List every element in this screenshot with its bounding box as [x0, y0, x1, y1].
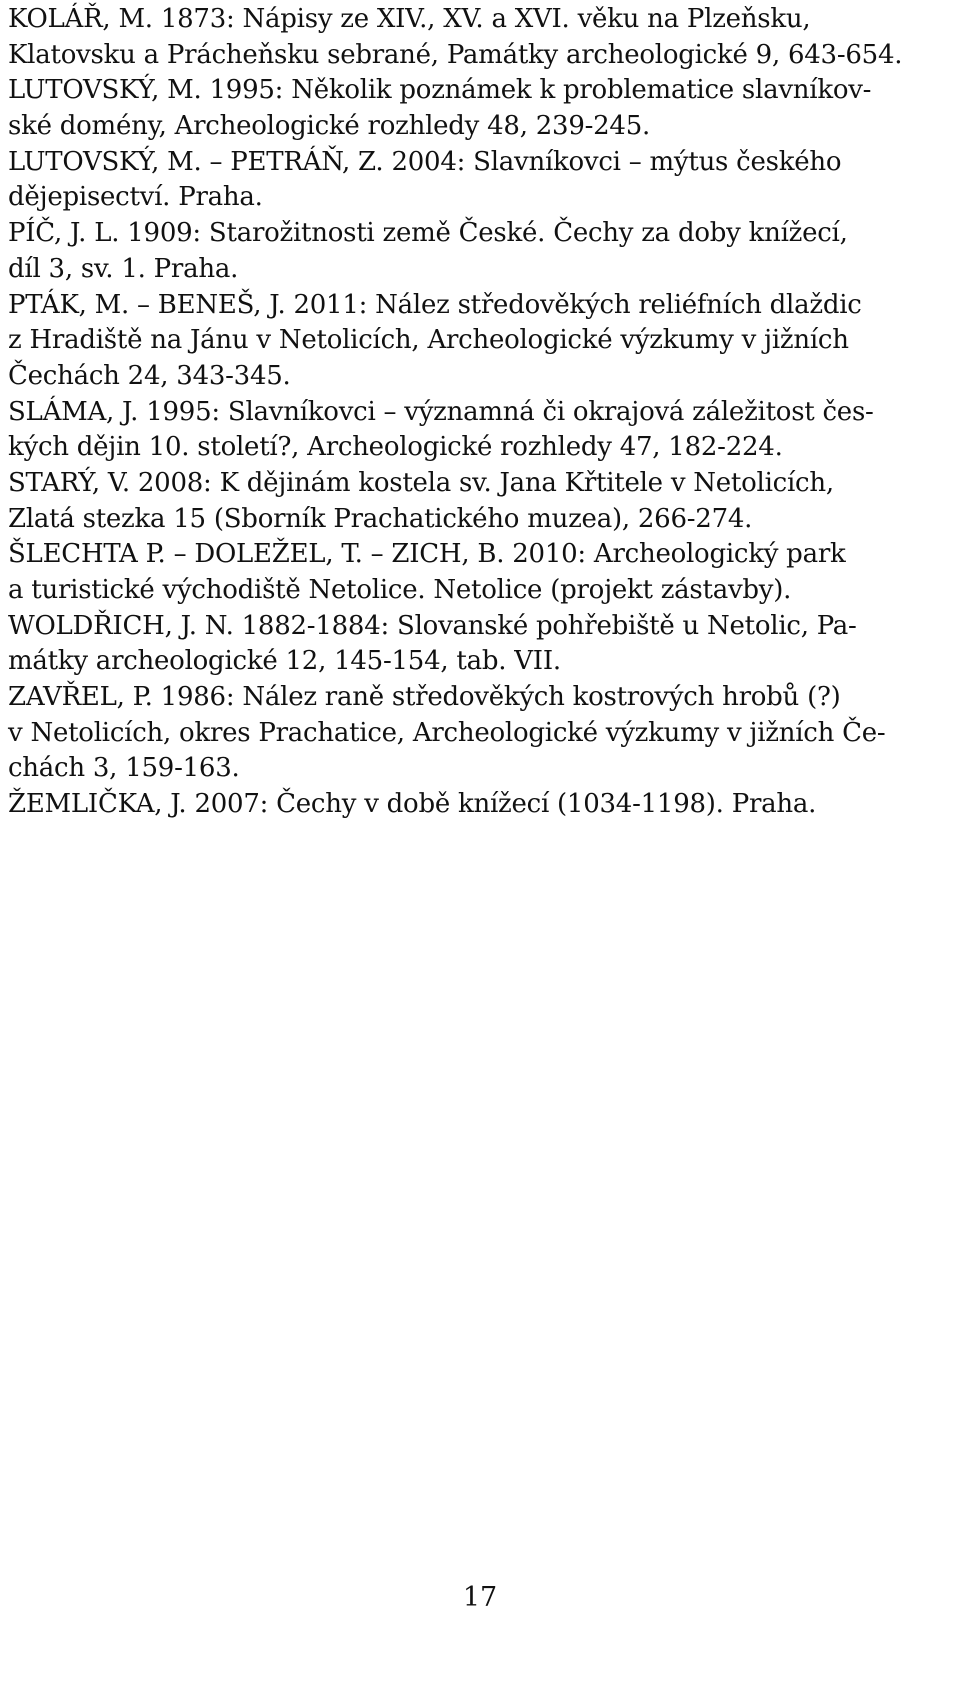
reference-list: [8, 2, 952, 823]
reference-entry-lutovsky-1995: [8, 73, 952, 144]
reference-line: PÍČ, J. L. 1909: Starožitnosti země České. Čechy za doby knížecí,: [8, 218, 848, 249]
reference-line: kých dějin 10. století?, Archeologické rozhledy 47, 182-224.: [8, 432, 783, 463]
reference-line: KOLÁŘ, M. 1873: Nápisy ze XIV., XV. a XVI. věku na Plzeňsku,: [8, 4, 811, 34]
reference-line: mátky archeologické 12, 145-154, tab. VII.: [8, 646, 561, 677]
reference-entry-kolar: [8, 2, 952, 73]
reference-entry-stary: [8, 466, 952, 537]
reference-line: ZAVŘEL, P. 1986: Nález raně středověkých kostrových hrobů (?): [8, 682, 841, 713]
reference-line: v Netolicích, okres Prachatice, Archeologické výzkumy v jižních Če-: [8, 717, 886, 748]
reference-line: SLÁMA, J. 1995: Slavníkovci – významná či okrajová záležitost čes-: [8, 396, 874, 427]
reference-line: WOLDŘICH, J. N. 1882-1884: Slovanské pohřebiště u Netolic, Pa-: [8, 610, 857, 641]
reference-line: Klatovsku a Prácheňsku sebrané, Památky archeologické 9, 643-654.: [8, 39, 903, 70]
reference-line: chách 3, 159-163.: [8, 753, 240, 784]
reference-entry-zavrel: [8, 680, 952, 787]
reference-line: STARÝ, V. 2008: K dějinám kostela sv. Jana Křtitele v Netolicích,: [8, 467, 834, 498]
reference-entry-woldrich: [8, 609, 952, 680]
reference-line: dějepisectví. Praha.: [8, 182, 263, 213]
reference-entry-slechta: [8, 537, 952, 608]
reference-line: díl 3, sv. 1. Praha.: [8, 253, 239, 284]
reference-line: Čechách 24, 343-345.: [8, 360, 291, 391]
reference-line: ské domény, Archeologické rozhledy 48, 239-245.: [8, 111, 651, 142]
reference-entry-zemlicka: [8, 787, 952, 823]
reference-entry-lutovsky-petran: [8, 145, 952, 216]
reference-entry-pic: [8, 216, 952, 287]
reference-line: LUTOVSKÝ, M. 1995: Několik poznámek k problematice slavníkov-: [8, 75, 872, 106]
reference-line: ŠLECHTA P. – DOLEŽEL, T. – ZICH, B. 2010: Archeologický park: [8, 539, 846, 570]
reference-entry-slama: [8, 395, 952, 466]
page-number: 17: [462, 1582, 498, 1613]
reference-line: ŽEMLIČKA, J. 2007: Čechy v době knížecí (1034-1198). Praha.: [8, 789, 817, 820]
reference-entry-ptak-benes: [8, 288, 952, 395]
reference-line: Zlatá stezka 15 (Sborník Prachatického muzea), 266-274.: [8, 503, 753, 534]
reference-line: a turistické východiště Netolice. Netolice (projekt zástavby).: [8, 575, 792, 605]
reference-line: z Hradiště na Jánu v Netolicích, Archeologické výzkumy v jižních: [8, 325, 849, 356]
reference-line: PTÁK, M. – BENEŠ, J. 2011: Nález středověkých reliéfních dlaždic: [8, 289, 862, 320]
reference-line: LUTOVSKÝ, M. – PETRÁŇ, Z. 2004: Slavníkovci – mýtus českého: [8, 146, 842, 177]
